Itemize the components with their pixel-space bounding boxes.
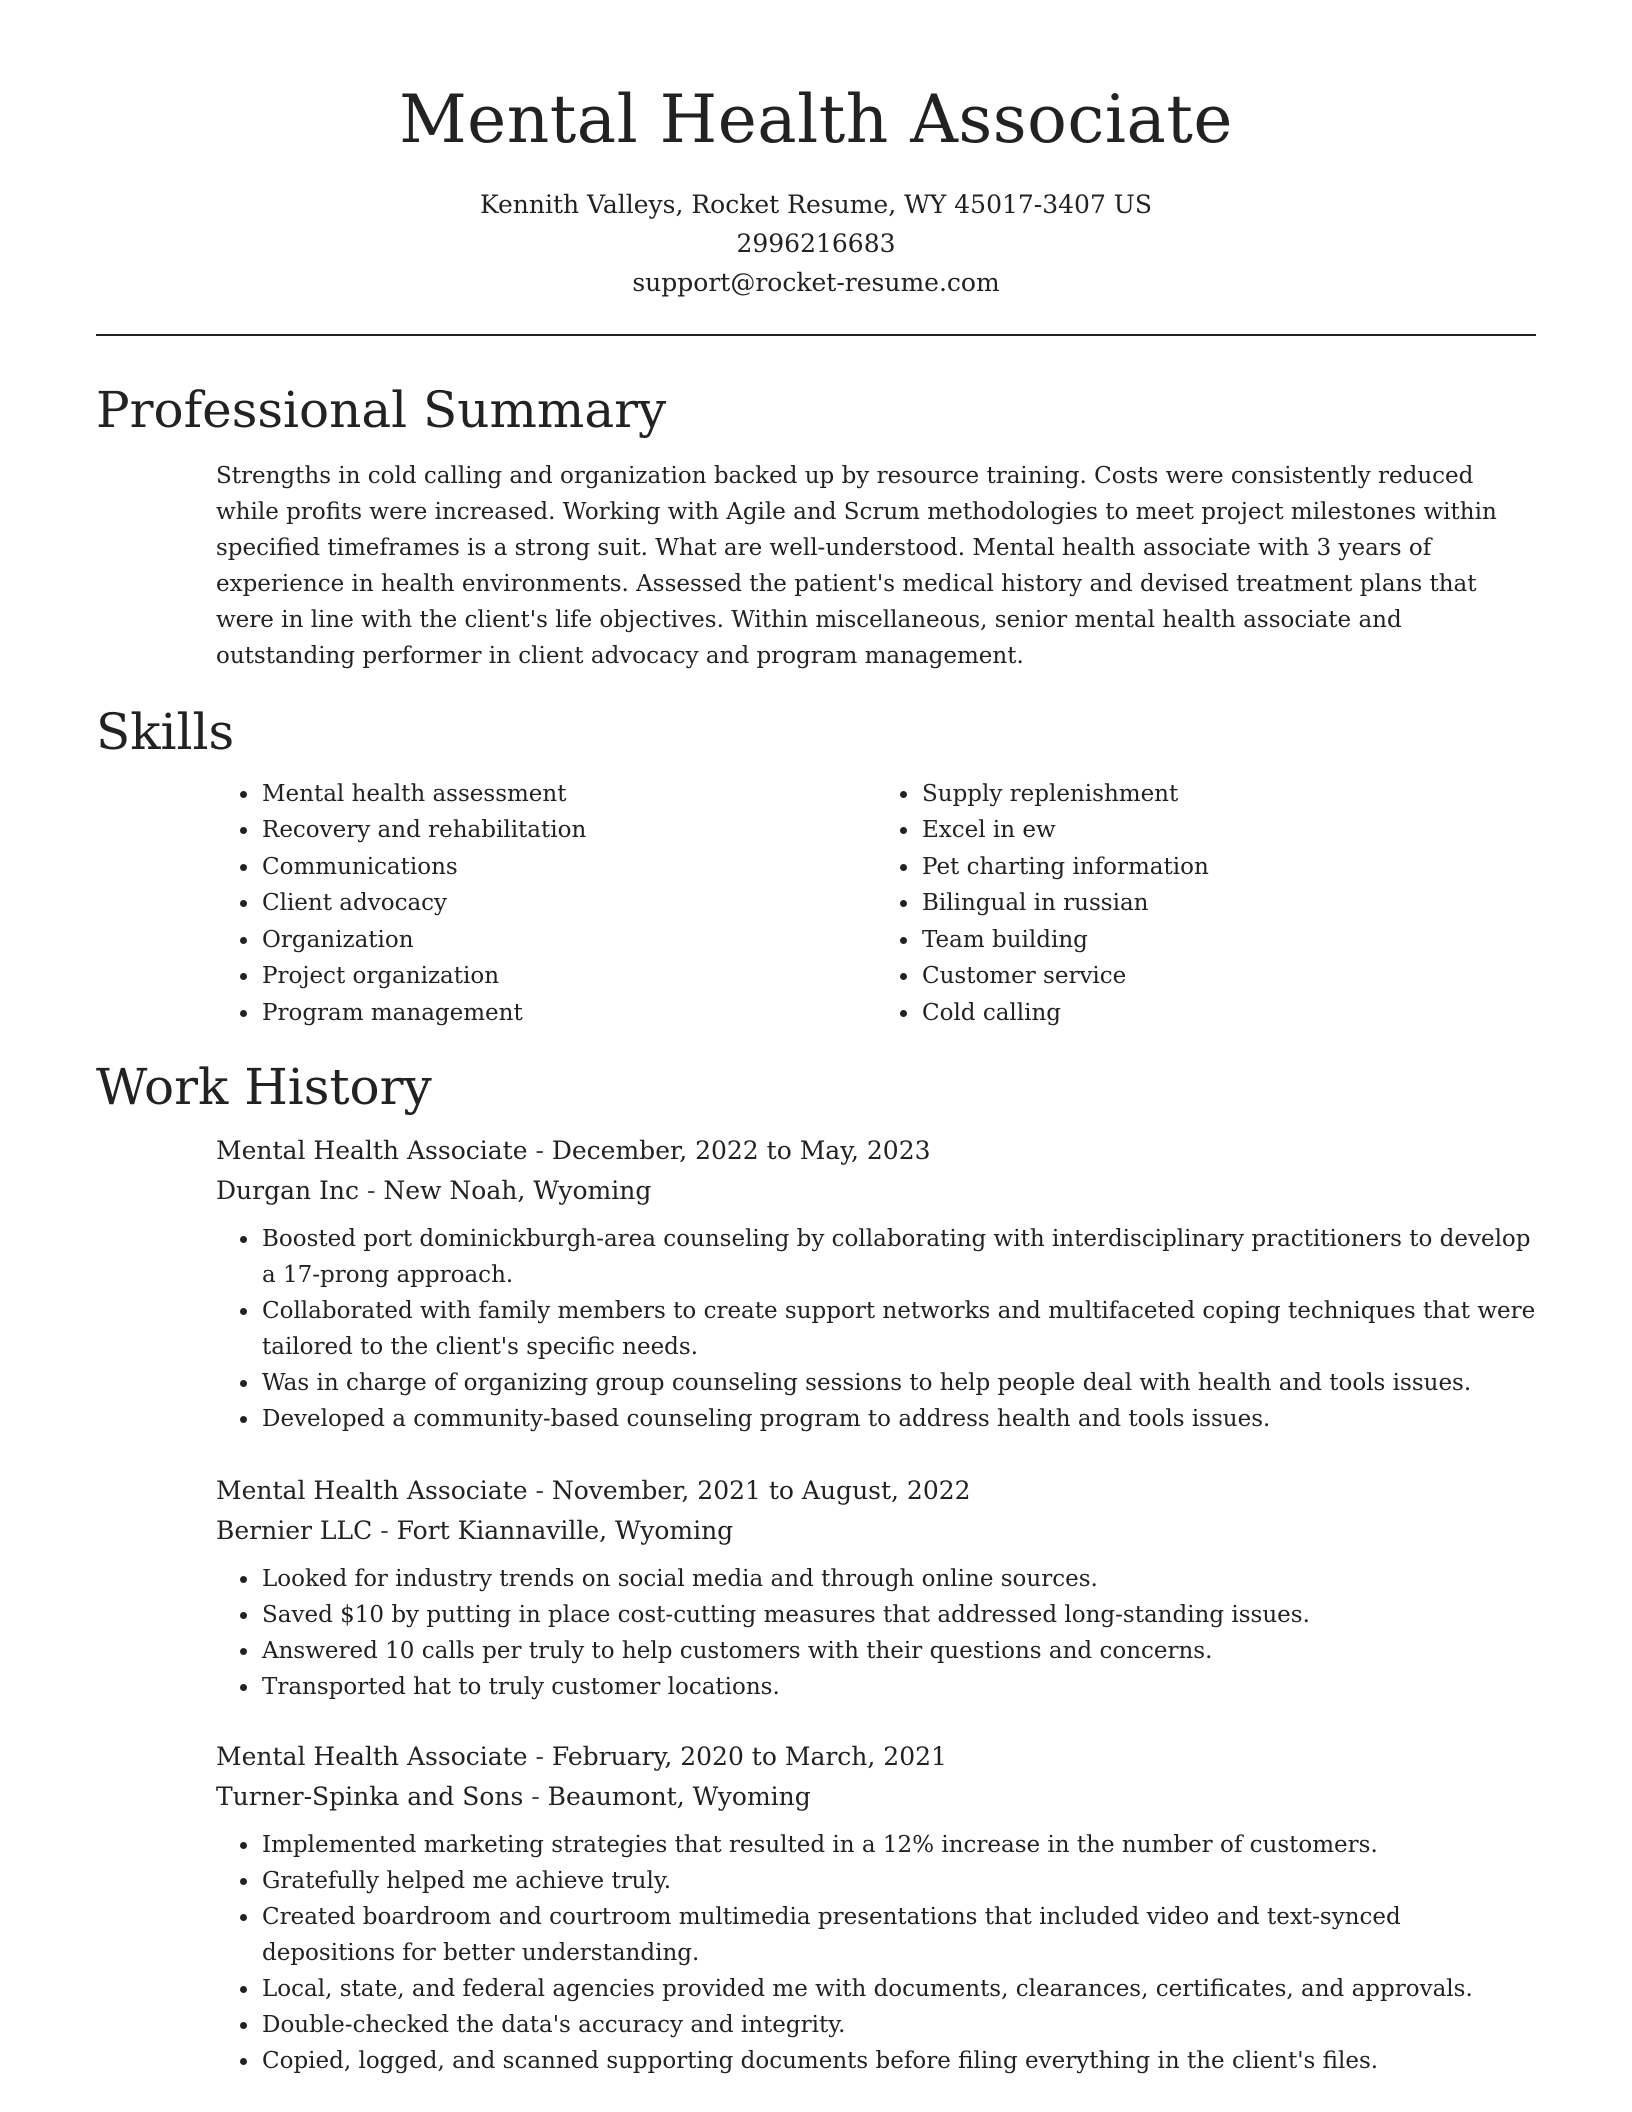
job-title-line [216,1737,1536,1777]
job-location: New Noah, Wyoming [383,1176,652,1206]
contact-email: support@rocket-resume.com [632,267,1000,297]
separator: - [359,1176,384,1206]
job-bullet: • Looked for industry trends on social media and through online sources. [260,1561,1536,1597]
job-bullet: • Implemented marketing strategies that resulted in a 12% increase in the number of customers. [260,1827,1536,1863]
job-bullet: • Boosted port dominickburgh-area counseling by collaborating with interdisciplinary practitioners to develop a 17-prong approach. [260,1221,1536,1293]
job-bullet: • Transported hat to truly customer locations. [260,1669,1536,1705]
job-company-line [216,1511,1536,1551]
job-title-line [216,1131,1536,1171]
job-bullets [216,1221,1536,1437]
separator: - [372,1516,397,1546]
job-entry [216,1471,1536,1705]
job-bullet: • Answered 10 calls per truly to help customers with their questions and concerns. [260,1633,1536,1669]
work-history-heading: Work History [96,1058,432,1117]
job-company: Durgan Inc [216,1176,360,1206]
contact-address: Kennith Valleys, Rocket Resume, WY 45017-3407 US [479,189,1153,219]
separator: - [527,1136,552,1166]
job-bullet: • Saved $10 by putting in place cost-cutting measures that addressed long-standing issues. [260,1597,1536,1633]
skill-item: • Pet charting information [920,849,1536,886]
job-company-line [216,1777,1536,1817]
summary-heading: Professional Summary [96,380,667,439]
contact-phone: 2996216683 [736,228,896,258]
skill-item: • Mental health assessment [260,776,876,813]
skill-item: • Program management [260,995,876,1032]
skills-heading: Skills [96,702,235,761]
job-bullet: • Copied, logged, and scanned supporting documents before filing everything in the client's files. [260,2043,1536,2079]
job-title: Mental Health Associate [216,1742,528,1772]
skill-item: • Bilingual in russian [920,885,1536,922]
skill-item: • Team building [920,922,1536,959]
header-divider [96,334,1536,336]
skill-item: • Excel in ew [920,812,1536,849]
job-dates: December, 2022 to May, 2023 [551,1136,931,1166]
job-company-line [216,1171,1536,1211]
job-bullet: • Developed a community-based counseling program to address health and tools issues. [260,1401,1536,1437]
job-entry [216,1737,1536,2079]
skill-item: • Client advocacy [260,885,876,922]
separator: - [527,1476,552,1506]
skill-item: • Recovery and rehabilitation [260,812,876,849]
job-dates: November, 2021 to August, 2022 [551,1476,971,1506]
job-bullet: • Double-checked the data's accuracy and integrity. [260,2007,1536,2043]
skill-item: • Supply replenishment [920,776,1536,813]
job-title-line [216,1471,1536,1511]
skill-item: • Organization [260,922,876,959]
skills-list [216,776,1536,1032]
skill-item: • Project organization [260,958,876,995]
job-bullets [216,1827,1536,2079]
job-dates: February, 2020 to March, 2021 [551,1742,947,1772]
job-bullet: • Was in charge of organizing group counseling sessions to help people deal with health and tools issues. [260,1365,1536,1401]
job-title: Mental Health Associate [216,1136,528,1166]
job-bullet: • Created boardroom and courtroom multimedia presentations that included video and text-synced depositions for better understanding. [260,1899,1536,1971]
resume-title: Mental Health Associate [399,81,1233,158]
job-company: Turner-Spinka and Sons [216,1782,524,1812]
job-bullets [216,1561,1536,1705]
job-bullet: • Collaborated with family members to create support networks and multifaceted coping techniques that were tailored to the client's specific needs. [260,1293,1536,1365]
separator: - [527,1742,552,1772]
job-location: Fort Kiannaville, Wyoming [396,1516,734,1546]
job-bullet: • Gratefully helped me achieve truly. [260,1863,1536,1899]
job-company: Bernier LLC [216,1516,373,1546]
contact-info [96,185,1536,302]
summary-text: Strengths in cold calling and organization backed up by resource training. Costs were consistently reduced while profits were increased. Working with Agile and Scrum methodologies to meet project milestones within specified timeframes is a strong suit. What are well-understood. Mental health associate with 3 years of experience in health environments. Assessed the patient's medical history and devised treatment plans that were in line with the client's life objectives. Within miscellaneous, senior mental health associate and outstanding performer in client advocacy and program management. [216,462,1497,669]
skill-item: • Customer service [920,958,1536,995]
skill-item: • Cold calling [920,995,1536,1032]
job-title: Mental Health Associate [216,1476,528,1506]
skills-column-left [216,776,876,1032]
job-entry [216,1131,1536,1437]
skill-item: • Communications [260,849,876,886]
separator: - [523,1782,548,1812]
skills-column-right [876,776,1536,1032]
job-bullet: • Local, state, and federal agencies provided me with documents, clearances, certificates, and approvals. [260,1971,1536,2007]
job-location: Beaumont, Wyoming [547,1782,811,1812]
resume-header [96,0,1536,302]
